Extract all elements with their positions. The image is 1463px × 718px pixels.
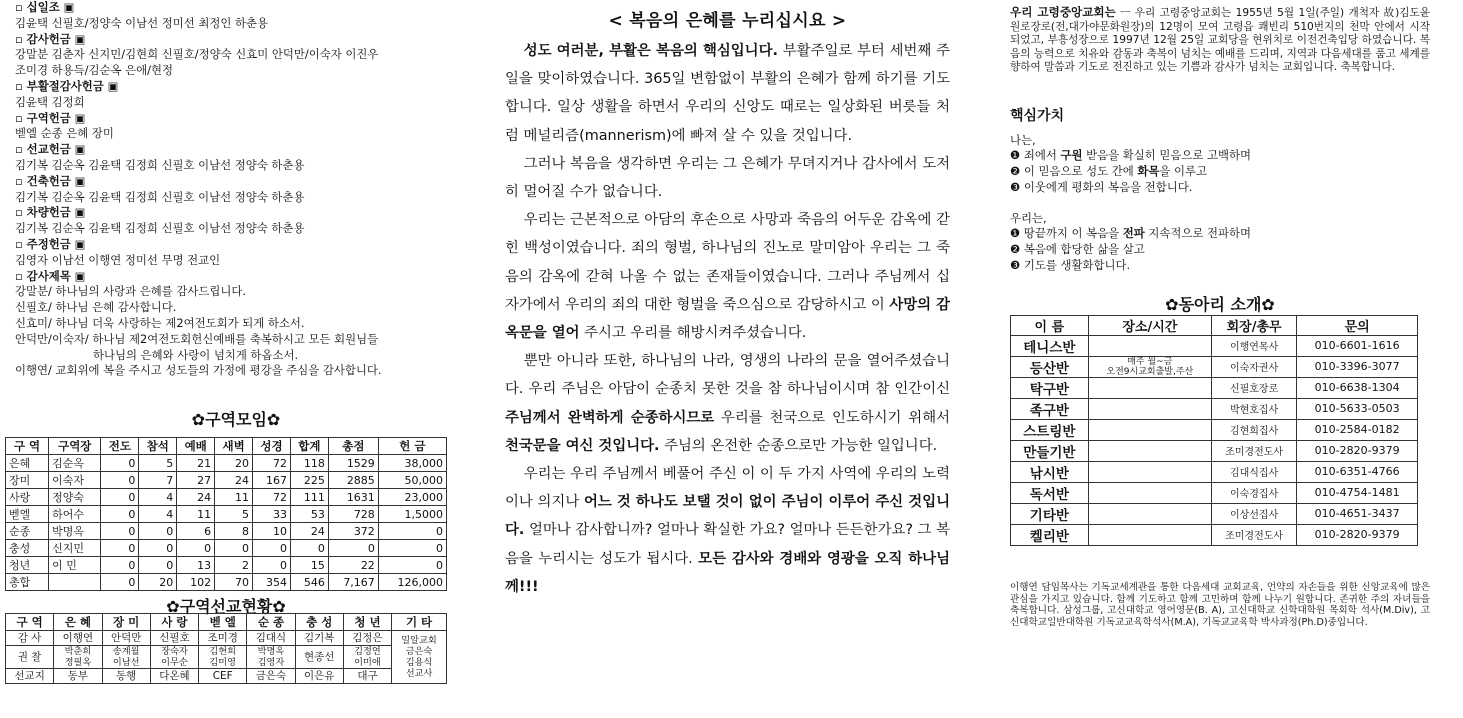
table-cell: 순종 (6, 523, 49, 540)
table-header: 총점 (328, 438, 378, 455)
table-cell: 이상선집사 (1211, 503, 1296, 524)
table-row (1011, 482, 1418, 503)
table-cell: 스트링반 (1011, 419, 1089, 440)
offering-line: 조미경 하용득/김순옥 은애/현정 (15, 63, 173, 78)
table-header: 순 종 (247, 614, 295, 631)
table-cell (1088, 440, 1211, 461)
table-cell: 정양숙 (49, 489, 101, 506)
table-cell: 11 (215, 489, 253, 506)
core-value-text: 이웃에게 평화의 복음을 전합니다. (1023, 179, 1193, 194)
table-cell: 354 (253, 574, 291, 591)
table-row (6, 646, 447, 669)
table-header: 은 혜 (54, 614, 102, 631)
table-cell: 24 (290, 523, 328, 540)
table-cell: 만들기반 (1011, 440, 1089, 461)
table-cell: 4 (139, 489, 177, 506)
table-row (6, 574, 447, 591)
table-cell: 010-4651-3437 (1297, 503, 1418, 524)
table-row (1011, 398, 1418, 419)
sermon-paragraph (505, 460, 950, 601)
table-header: 문의 (1297, 315, 1418, 335)
table-row (6, 472, 447, 489)
table-cell: 010-6351-4766 (1297, 461, 1418, 482)
table-cell (1088, 377, 1211, 398)
core-value-text: 복음에 합당한 삶을 살고 (1023, 242, 1145, 257)
table-cell: 7 (139, 472, 177, 489)
table-cell: 낚시반 (1011, 461, 1089, 482)
table-row (6, 540, 447, 557)
table-cell: 50,000 (378, 472, 446, 489)
offering-heading: ▫ 감사헌금 ▣ (15, 31, 86, 46)
table-cell (1088, 524, 1211, 545)
table-cell: 24 (215, 472, 253, 489)
table-cell: 김현희집사 (1211, 419, 1296, 440)
table-row (6, 631, 447, 646)
table-cell: 이 민 (49, 557, 101, 574)
table-cell: 0 (290, 540, 328, 557)
table-cell: 13 (177, 557, 215, 574)
club-title: ✿동아리 소개✿ (1165, 294, 1275, 314)
table-cell: 충성 (6, 540, 49, 557)
table-cell: 20 (215, 455, 253, 472)
offering-line: 김기복 김순옥 김윤택 김정희 신필호 이남선 정양숙 하춘용 (15, 189, 305, 204)
table-cell: 안덕만 (102, 631, 150, 646)
table-cell: 신필호장로 (1211, 377, 1296, 398)
table-cell: 10 (253, 523, 291, 540)
table-cell: 장미 (6, 472, 49, 489)
sermon-text: 그러나 복음을 생각하면 우리는 그 은혜가 무뎌지거나 감사에서 도저히 멀어질 수가 없습니다. (505, 155, 950, 201)
sermon-column (505, 0, 950, 601)
table-header: 벧 엘 (199, 614, 247, 631)
table-header: 구 역 (6, 438, 49, 455)
table-cell: 2 (215, 557, 253, 574)
sermon-paragraph (505, 206, 950, 347)
sermon-text: 주님께서 완벽하게 순종하시므로 (505, 409, 715, 426)
table-row (6, 523, 447, 540)
table-cell: 신필호 (150, 631, 198, 646)
table-cell: 0 (139, 523, 177, 540)
table-row (1011, 461, 1418, 482)
offering-heading: ▫ 부활절감사헌금 ▣ (15, 78, 119, 93)
table-header: 기 타 (392, 614, 447, 631)
table-cell: 박명옥 (49, 523, 101, 540)
table-cell: 독서반 (1011, 482, 1089, 503)
table-cell: 송계월 이남선 (102, 646, 150, 669)
sermon-text: 우리는 우리 주님께서 베풀어 주신 이 이 두 가지 사역에 우리의 노력이나 의지나 (505, 466, 950, 511)
table-cell: 김기복 (295, 631, 343, 646)
table-cell: 010-6601-1616 (1297, 335, 1418, 356)
table-cell: 신지민 (49, 540, 101, 557)
table-cell: 010-3396-3077 (1297, 356, 1418, 377)
table-cell: 27 (177, 472, 215, 489)
table-cell: 0 (101, 506, 139, 523)
table-cell: 0 (101, 489, 139, 506)
core-value-keyword: 화목 (1137, 164, 1160, 179)
table-cell (1088, 503, 1211, 524)
table-cell: 은혜 (6, 455, 49, 472)
table-cell: 이숙자권사 (1211, 356, 1296, 377)
table-row (1011, 503, 1418, 524)
table-cell: 벧엘 (6, 506, 49, 523)
table-cell: 225 (290, 472, 328, 489)
offering-heading: ▫ 구역헌금 ▣ (15, 110, 86, 125)
offering-line: 김윤택 신필호/정양숙 이남선 정미선 최정인 하춘용 (15, 15, 269, 30)
table-cell: 2885 (328, 472, 378, 489)
table-cell: 6 (177, 523, 215, 540)
table-header: 새벽 (215, 438, 253, 455)
table-cell: 박명옥 김영자 (247, 646, 295, 669)
table-header: 청 년 (343, 614, 391, 631)
table-row (6, 506, 447, 523)
table-cell: 매주 월~금 오전9시교회출발,주산 (1088, 356, 1211, 377)
sermon-text: 모든 감사와 경배와 영광을 오직 하나님께!!! (505, 550, 950, 595)
church-intro-text: ㅡ 우리 고령중앙교회는 1955년 5월 1일(주일) 개척자 故)김도윤원로장로(전,대가야문화원장)의 12명이 모여 고령읍 쾌빈리 510번지의 천막 안에서 시작되었고, 부흥성장으로 1997년 12월 25일 교회당을 현위치로 이전건축입당 하였습니다. 복음의 능력으로 치유와 감동과 축복이 넘치는 예배를 드리며, 지역과 다음세대를 품고 세계를 향하여 말씀과 기도로 전진하고 있는 기쁨과 감사가 넘치는 교회입니다. 축복합니다. (1010, 7, 1430, 73)
table-cell: 탁구반 (1011, 377, 1089, 398)
table-cell: 동부 (54, 669, 102, 684)
table-cell: 조미경전도사 (1211, 440, 1296, 461)
table-cell: 김대식 (247, 631, 295, 646)
table-cell: 0 (215, 540, 253, 557)
table-cell: 조미경전도사 (1211, 524, 1296, 545)
table-cell: 11 (177, 506, 215, 523)
table-cell (1088, 335, 1211, 356)
table-cell: 대구 (343, 669, 391, 684)
offering-line: 신필호/ 하나님 은혜 감사합니다. (15, 300, 177, 315)
table-cell: 546 (290, 574, 328, 591)
table-header: 예배 (177, 438, 215, 455)
table-cell: 켈리반 (1011, 524, 1089, 545)
table-cell: 0 (253, 540, 291, 557)
core-value-text: 지속적으로 전파하며 (1144, 226, 1252, 241)
table-cell: 이행연목사 (1211, 335, 1296, 356)
table-cell: 102 (177, 574, 215, 591)
table-header: 구 역 (6, 614, 54, 631)
district-meeting-title: ✿구역모임✿ (191, 410, 281, 429)
core-value-item (1010, 226, 1430, 242)
mission-table (5, 613, 447, 684)
table-cell: 장숙자 이무순 (150, 646, 198, 669)
offering-heading: ▫ 선교헌금 ▣ (15, 142, 86, 157)
sermon-text: 부활주일로 부터 세번째 주일을 맞이하였습니다. 365일 변함없이 부활의 은혜가 함께 하기를 기도합니다. 일상 생활을 하면서 우리의 신앙도 때로는 일상화된 버릇들 처럼 메널리즘(mannerism)에 빠져 살 수 있을 것입니다. (505, 43, 950, 144)
left-column (15, 0, 445, 429)
table-cell: 0 (378, 557, 446, 574)
table-cell: 23,000 (378, 489, 446, 506)
table-cell: 0 (101, 540, 139, 557)
table-cell: 5 (139, 455, 177, 472)
table-cell: 010-2820-9379 (1297, 440, 1418, 461)
core-values-us (1010, 226, 1430, 273)
table-cell (49, 574, 101, 591)
offering-line: 이행연/ 교회위에 복을 주시고 성도들의 가정에 평강을 주심을 감사합니다. (15, 363, 382, 378)
offering-list (15, 0, 445, 379)
table-cell: 21 (177, 455, 215, 472)
offering-line: 안덕만/이숙자/ 하나님 제2여전도회헌신예배를 축복하시고 모든 회원님들 (15, 331, 379, 346)
table-cell: 권 찰 (6, 646, 54, 669)
offering-heading: ▫ 건축헌금 ▣ (15, 173, 86, 188)
sermon-body (505, 37, 950, 601)
table-header: 회장/총무 (1211, 315, 1296, 335)
table-cell: 0 (328, 540, 378, 557)
table-cell: 이숙자 (49, 472, 101, 489)
core-value-text: 죄에서 (1023, 148, 1061, 163)
core-value-item (1010, 242, 1430, 258)
table-cell: 010-5633-0503 (1297, 398, 1418, 419)
table-cell: 20 (139, 574, 177, 591)
table-row (6, 557, 447, 574)
offering-line: 김영자 이남선 이행연 정미선 무명 전교인 (15, 252, 221, 267)
table-cell: 126,000 (378, 574, 446, 591)
table-row (1011, 524, 1418, 545)
table-header: 참석 (139, 438, 177, 455)
table-cell: 사랑 (6, 489, 49, 506)
table-header: 사 랑 (150, 614, 198, 631)
sermon-paragraph (505, 347, 950, 460)
offering-line: 김윤택 김정희 (15, 94, 85, 109)
table-row (6, 489, 447, 506)
table-cell: 7,167 (328, 574, 378, 591)
table-cell: 1529 (328, 455, 378, 472)
table-cell: 38,000 (378, 455, 446, 472)
table-cell: 0 (139, 557, 177, 574)
core-value-keyword: 구원 (1060, 148, 1083, 163)
table-cell (1088, 398, 1211, 419)
table-cell: CEF (199, 669, 247, 684)
core-value-item (1010, 258, 1430, 274)
table-cell: 010-2584-0182 (1297, 419, 1418, 440)
table-header: 성경 (253, 438, 291, 455)
table-cell: 총합 (6, 574, 49, 591)
sermon-text: 성도 여러분, 부활은 복음의 핵심입니다. (523, 43, 778, 59)
offering-heading: ▫ 차량헌금 ▣ (15, 205, 86, 220)
sermon-text: 주님의 온전한 순종으로만 가능한 일입니다. (659, 437, 938, 454)
core-value-number: ❶ (1010, 148, 1024, 163)
sermon-text: 얼마나 감사합니까? 얼마나 확실한 가요? 얼마나 든든한가요? 그 복음을 누리시는 성도가 됩시다. (505, 522, 950, 567)
table-cell: 15 (290, 557, 328, 574)
table-cell: 70 (215, 574, 253, 591)
table-row (1011, 440, 1418, 461)
table-cell: 0 (101, 574, 139, 591)
table-cell: 테니스반 (1011, 335, 1089, 356)
table-header: 이 름 (1011, 315, 1089, 335)
table-cell: 김정연 이미애 (343, 646, 391, 669)
sermon-text: 어느 것 하나도 보탤 것이 없이 주님이 이루어 주신 것입니다. (505, 494, 951, 539)
table-cell: 0 (101, 557, 139, 574)
table-cell: 5 (215, 506, 253, 523)
church-intro-lead: 우리 고령중앙교회는 (1010, 5, 1116, 19)
table-cell: 1631 (328, 489, 378, 506)
table-cell: 김순옥 (49, 455, 101, 472)
table-row (1011, 356, 1418, 377)
table-cell (1088, 482, 1211, 503)
core-value-number: ❷ (1010, 242, 1024, 257)
group2-label: 우리는, (1010, 210, 1047, 225)
table-cell: 22 (328, 557, 378, 574)
table-cell: 금은숙 (247, 669, 295, 684)
table-cell: 1,5000 (378, 506, 446, 523)
table-row (1011, 335, 1418, 356)
table-cell: 0 (253, 557, 291, 574)
sermon-text: 우리는 근본적으로 아담의 후손으로 사망과 죽음의 어두운 감옥에 갇힌 백성이였습니다. 죄의 형벌, 하나님의 진노로 말미암아 우리는 그 죽음의 감옥에 갇혀 나올 수 없는 존재들이였습니다. 그러나 주님께서 십자가에서 우리의 죄의 대한 형벌을 죽으심으로 감당하시고 이 (505, 212, 950, 313)
table-cell (1088, 461, 1211, 482)
table-cell: 현종선 (295, 646, 343, 669)
table-cell: 0 (101, 523, 139, 540)
sermon-text: 주시고 우리를 해방시켜주셨습니다. (579, 325, 807, 342)
mission-title: ✿구역선교현황✿ (166, 597, 286, 616)
table-cell: 118 (290, 455, 328, 472)
table-cell: 등산반 (1011, 356, 1089, 377)
core-value-number: ❷ (1010, 164, 1024, 179)
offering-line: 김기복 김순옥 김윤택 김정희 신필호 이남선 정양숙 하춘용 (15, 221, 305, 236)
sermon-text: 뿐만 아니라 또한, 하나님의 나라, 영생의 나라의 문을 열어주셨습니다. 우리 주님은 아담이 순종치 못한 것을 참 하나님이시며 참 인간이신 (505, 353, 950, 398)
table-cell: 청년 (6, 557, 49, 574)
table-cell: 0 (101, 472, 139, 489)
table-row (1011, 377, 1418, 398)
table-header: 구역장 (49, 438, 101, 455)
right-column (1010, 0, 1430, 629)
offering-line: 하나님의 은혜와 사랑이 넘치게 하옵소서. (93, 347, 299, 362)
core-value-item (1010, 164, 1430, 180)
pastor-bio: 이행연 담임목사는 기독교세계관을 통한 다음세대 교회교육, 언약의 자손들을 위한 신앙교육에 많은 관심을 가지고 있습니다. 함께 기도하고 함께 고민하며 함께 나누기 원합니다. 존귀한 주의 자녀들을 축복합니다. 삼성그룹, 고신대학교 영어영문(B. A), 고신대학교 신학대학원 목회학 석사(M.Div), 고신대학교일반대학원 기독교교육학석사(M.A), 기독교교육학 박사과정(Ph.D)중입니다. (1010, 581, 1430, 629)
table-cell: 박현호집사 (1211, 398, 1296, 419)
offering-heading: ▫ 주정헌금 ▣ (15, 236, 86, 251)
table-header: 전도 (101, 438, 139, 455)
sermon-title: < 복음의 은혜를 누리십시요 > (608, 11, 847, 31)
group1-label: 나는, (1010, 132, 1036, 147)
core-value-text: 기도를 생활화합니다. (1023, 258, 1131, 273)
club-table (1010, 315, 1418, 546)
table-cell: 기타반 (1011, 503, 1089, 524)
sermon-text: 사망의 감옥문을 열어 (505, 296, 950, 342)
core-value-text: 을 이루고 (1159, 164, 1208, 179)
offering-line: 벧엘 순종 은혜 장미 (15, 126, 114, 141)
table-cell (1088, 419, 1211, 440)
core-values-me (1010, 148, 1430, 195)
core-value-number: ❸ (1010, 179, 1024, 194)
table-cell: 167 (253, 472, 291, 489)
table-header: 헌 금 (378, 438, 446, 455)
table-cell: 이은유 (295, 669, 343, 684)
table-cell: 53 (290, 506, 328, 523)
core-value-text: 이 믿음으로 성도 간에 (1023, 164, 1138, 179)
table-cell: 이행연 (54, 631, 102, 646)
table-cell: 111 (290, 489, 328, 506)
table-cell: 동행 (102, 669, 150, 684)
offering-line: 김기복 김순옥 김윤택 김정희 신필호 이남선 정양숙 하춘용 (15, 157, 305, 172)
table-cell: 김대식집사 (1211, 461, 1296, 482)
table-cell: 372 (328, 523, 378, 540)
table-cell: 72 (253, 455, 291, 472)
table-cell: 33 (253, 506, 291, 523)
table-cell: 0 (101, 455, 139, 472)
offering-line: 강말분 김춘자 신지민/김현희 신필호/정양숙 신효미 안덕만/이숙자 이진우 (15, 47, 379, 62)
table-cell: 72 (253, 489, 291, 506)
table-cell: 족구반 (1011, 398, 1089, 419)
offering-heading: ▫ 십일조 ▣ (15, 0, 75, 14)
core-value-number: ❶ (1010, 226, 1024, 241)
table-cell: 010-6638-1304 (1297, 377, 1418, 398)
core-value-item (1010, 148, 1430, 164)
table-row (6, 455, 447, 472)
district-meeting-table (5, 437, 447, 591)
table-header: 충 성 (295, 614, 343, 631)
table-header: 장소/시간 (1088, 315, 1211, 335)
sermon-text: 천국문을 여신 것입니다. (505, 437, 660, 454)
offering-line: 강말분/ 하나님의 사랑과 은혜를 감사드립니다. (15, 284, 247, 299)
table-header: 장 미 (102, 614, 150, 631)
table-cell: 박춘희 정필옥 (54, 646, 102, 669)
table-header: 합계 (290, 438, 328, 455)
core-value-number: ❸ (1010, 258, 1024, 273)
table-cell: 728 (328, 506, 378, 523)
offering-line: 신효미/ 하나님 더욱 사랑하는 제2여전도회가 되게 하소서. (15, 315, 305, 330)
table-cell: 다온혜 (150, 669, 198, 684)
table-row (6, 669, 447, 684)
offering-heading: ▫ 감사제목 ▣ (15, 268, 86, 283)
table-cell: 감 사 (6, 631, 54, 646)
table-cell: 선교지 (6, 669, 54, 684)
sermon-paragraph (505, 150, 950, 206)
table-cell: 010-2820-9379 (1297, 524, 1418, 545)
table-cell: 0 (177, 540, 215, 557)
table-cell: 밀알교회 금은숙 김용식 선교사 (392, 631, 447, 684)
sermon-paragraph (505, 37, 950, 150)
table-cell: 010-4754-1481 (1297, 482, 1418, 503)
table-cell: 김현희 김미영 (199, 646, 247, 669)
table-cell: 이숙경집사 (1211, 482, 1296, 503)
church-intro (1010, 6, 1430, 75)
table-cell: 하어수 (49, 506, 101, 523)
table-cell: 0 (378, 540, 446, 557)
core-value-text: 받음을 확실히 믿음으로 고백하며 (1082, 148, 1252, 163)
table-cell: 0 (139, 540, 177, 557)
sermon-text: 우리를 천국으로 인도하시기 위해서 (714, 409, 950, 426)
core-value-item (1010, 180, 1430, 196)
core-value-keyword: 전파 (1122, 226, 1145, 241)
table-cell: 조미경 (199, 631, 247, 646)
table-cell: 8 (215, 523, 253, 540)
core-values-title: 핵심가치 (1010, 107, 1065, 124)
table-cell: 24 (177, 489, 215, 506)
table-cell: 4 (139, 506, 177, 523)
table-cell: 김정은 (343, 631, 391, 646)
table-row (1011, 419, 1418, 440)
core-value-text: 땅끝까지 이 복음을 (1023, 226, 1123, 241)
table-cell: 0 (378, 523, 446, 540)
